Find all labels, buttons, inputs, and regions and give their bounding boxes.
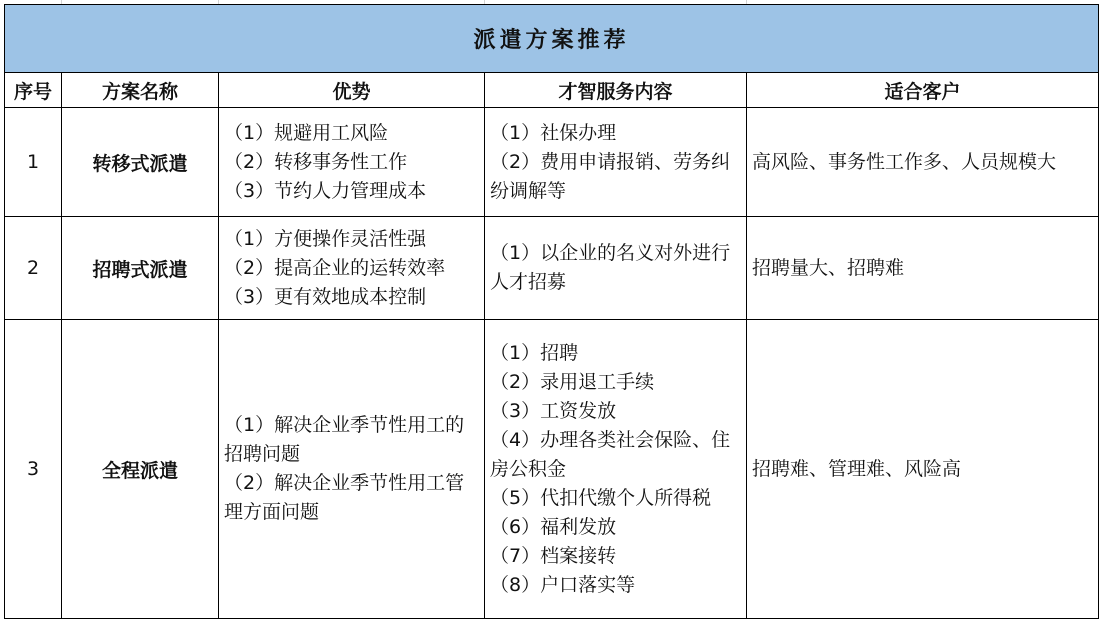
table-row <box>5 108 1099 217</box>
advantage-item: （1）方便操作灵活性强 <box>224 227 427 250</box>
plan-name[interactable]: 转移式派遣 <box>62 108 219 217</box>
row-number[interactable]: 2 <box>5 217 62 320</box>
table-title[interactable]: 派遣方案推荐 <box>5 5 1099 73</box>
clients-text: 招聘量大、招聘难 <box>752 256 905 279</box>
clients-cell[interactable] <box>747 108 1099 217</box>
row-number[interactable]: 1 <box>5 108 62 217</box>
header-no[interactable]: 序号 <box>5 73 62 108</box>
service-item: （8）户口落实等 <box>490 573 636 596</box>
services-cell[interactable] <box>485 320 747 619</box>
table-row <box>5 320 1099 619</box>
header-clients[interactable]: 适合客户 <box>747 73 1099 108</box>
row-number[interactable]: 3 <box>5 320 62 619</box>
advantage-item: （3）更有效地成本控制 <box>224 285 427 308</box>
service-item: （2）费用申请报销、劳务纠纷调解等 <box>490 150 731 202</box>
advantages-cell[interactable] <box>219 320 485 619</box>
services-cell[interactable] <box>485 108 747 217</box>
service-item: （5）代扣代缴个人所得税 <box>490 486 712 509</box>
clients-text: 高风险、事务性工作多、人员规模大 <box>752 150 1057 173</box>
service-item: （1）以企业的名义对外进行人才招募 <box>490 242 731 293</box>
header-plan-name[interactable]: 方案名称 <box>62 73 219 108</box>
services-cell[interactable] <box>485 217 747 320</box>
table-row <box>5 217 1099 320</box>
service-item: （1）社保办理 <box>490 121 617 144</box>
advantage-item: （3）节约人力管理成本 <box>224 179 427 202</box>
advantage-item: （2）解决企业季节性用工管理方面问题 <box>224 472 465 523</box>
service-item: （3）工资发放 <box>490 399 617 422</box>
service-item: （4）办理各类社会保险、住房公积金 <box>490 428 731 480</box>
advantages-cell[interactable] <box>219 108 485 217</box>
header-advantages[interactable]: 优势 <box>219 73 485 108</box>
advantage-item: （2）转移事务性工作 <box>224 150 408 173</box>
service-item: （6）福利发放 <box>490 515 617 538</box>
service-item: （2）录用退工手续 <box>490 370 655 393</box>
service-item: （1）招聘 <box>490 341 579 364</box>
spreadsheet-table <box>4 4 1099 619</box>
clients-cell[interactable] <box>747 217 1099 320</box>
advantage-item: （2）提高企业的运转效率 <box>224 256 446 279</box>
service-item: （7）档案接转 <box>490 544 617 567</box>
plan-name[interactable]: 招聘式派遣 <box>62 217 219 320</box>
advantage-item: （1）解决企业季节性用工的招聘问题 <box>224 414 465 465</box>
header-services[interactable]: 才智服务内容 <box>485 73 747 108</box>
plan-name[interactable]: 全程派遣 <box>62 320 219 619</box>
advantages-cell[interactable] <box>219 217 485 320</box>
advantage-item: （1）规避用工风险 <box>224 121 389 144</box>
clients-text: 招聘难、管理难、风险高 <box>752 457 962 480</box>
clients-cell[interactable] <box>747 320 1099 619</box>
